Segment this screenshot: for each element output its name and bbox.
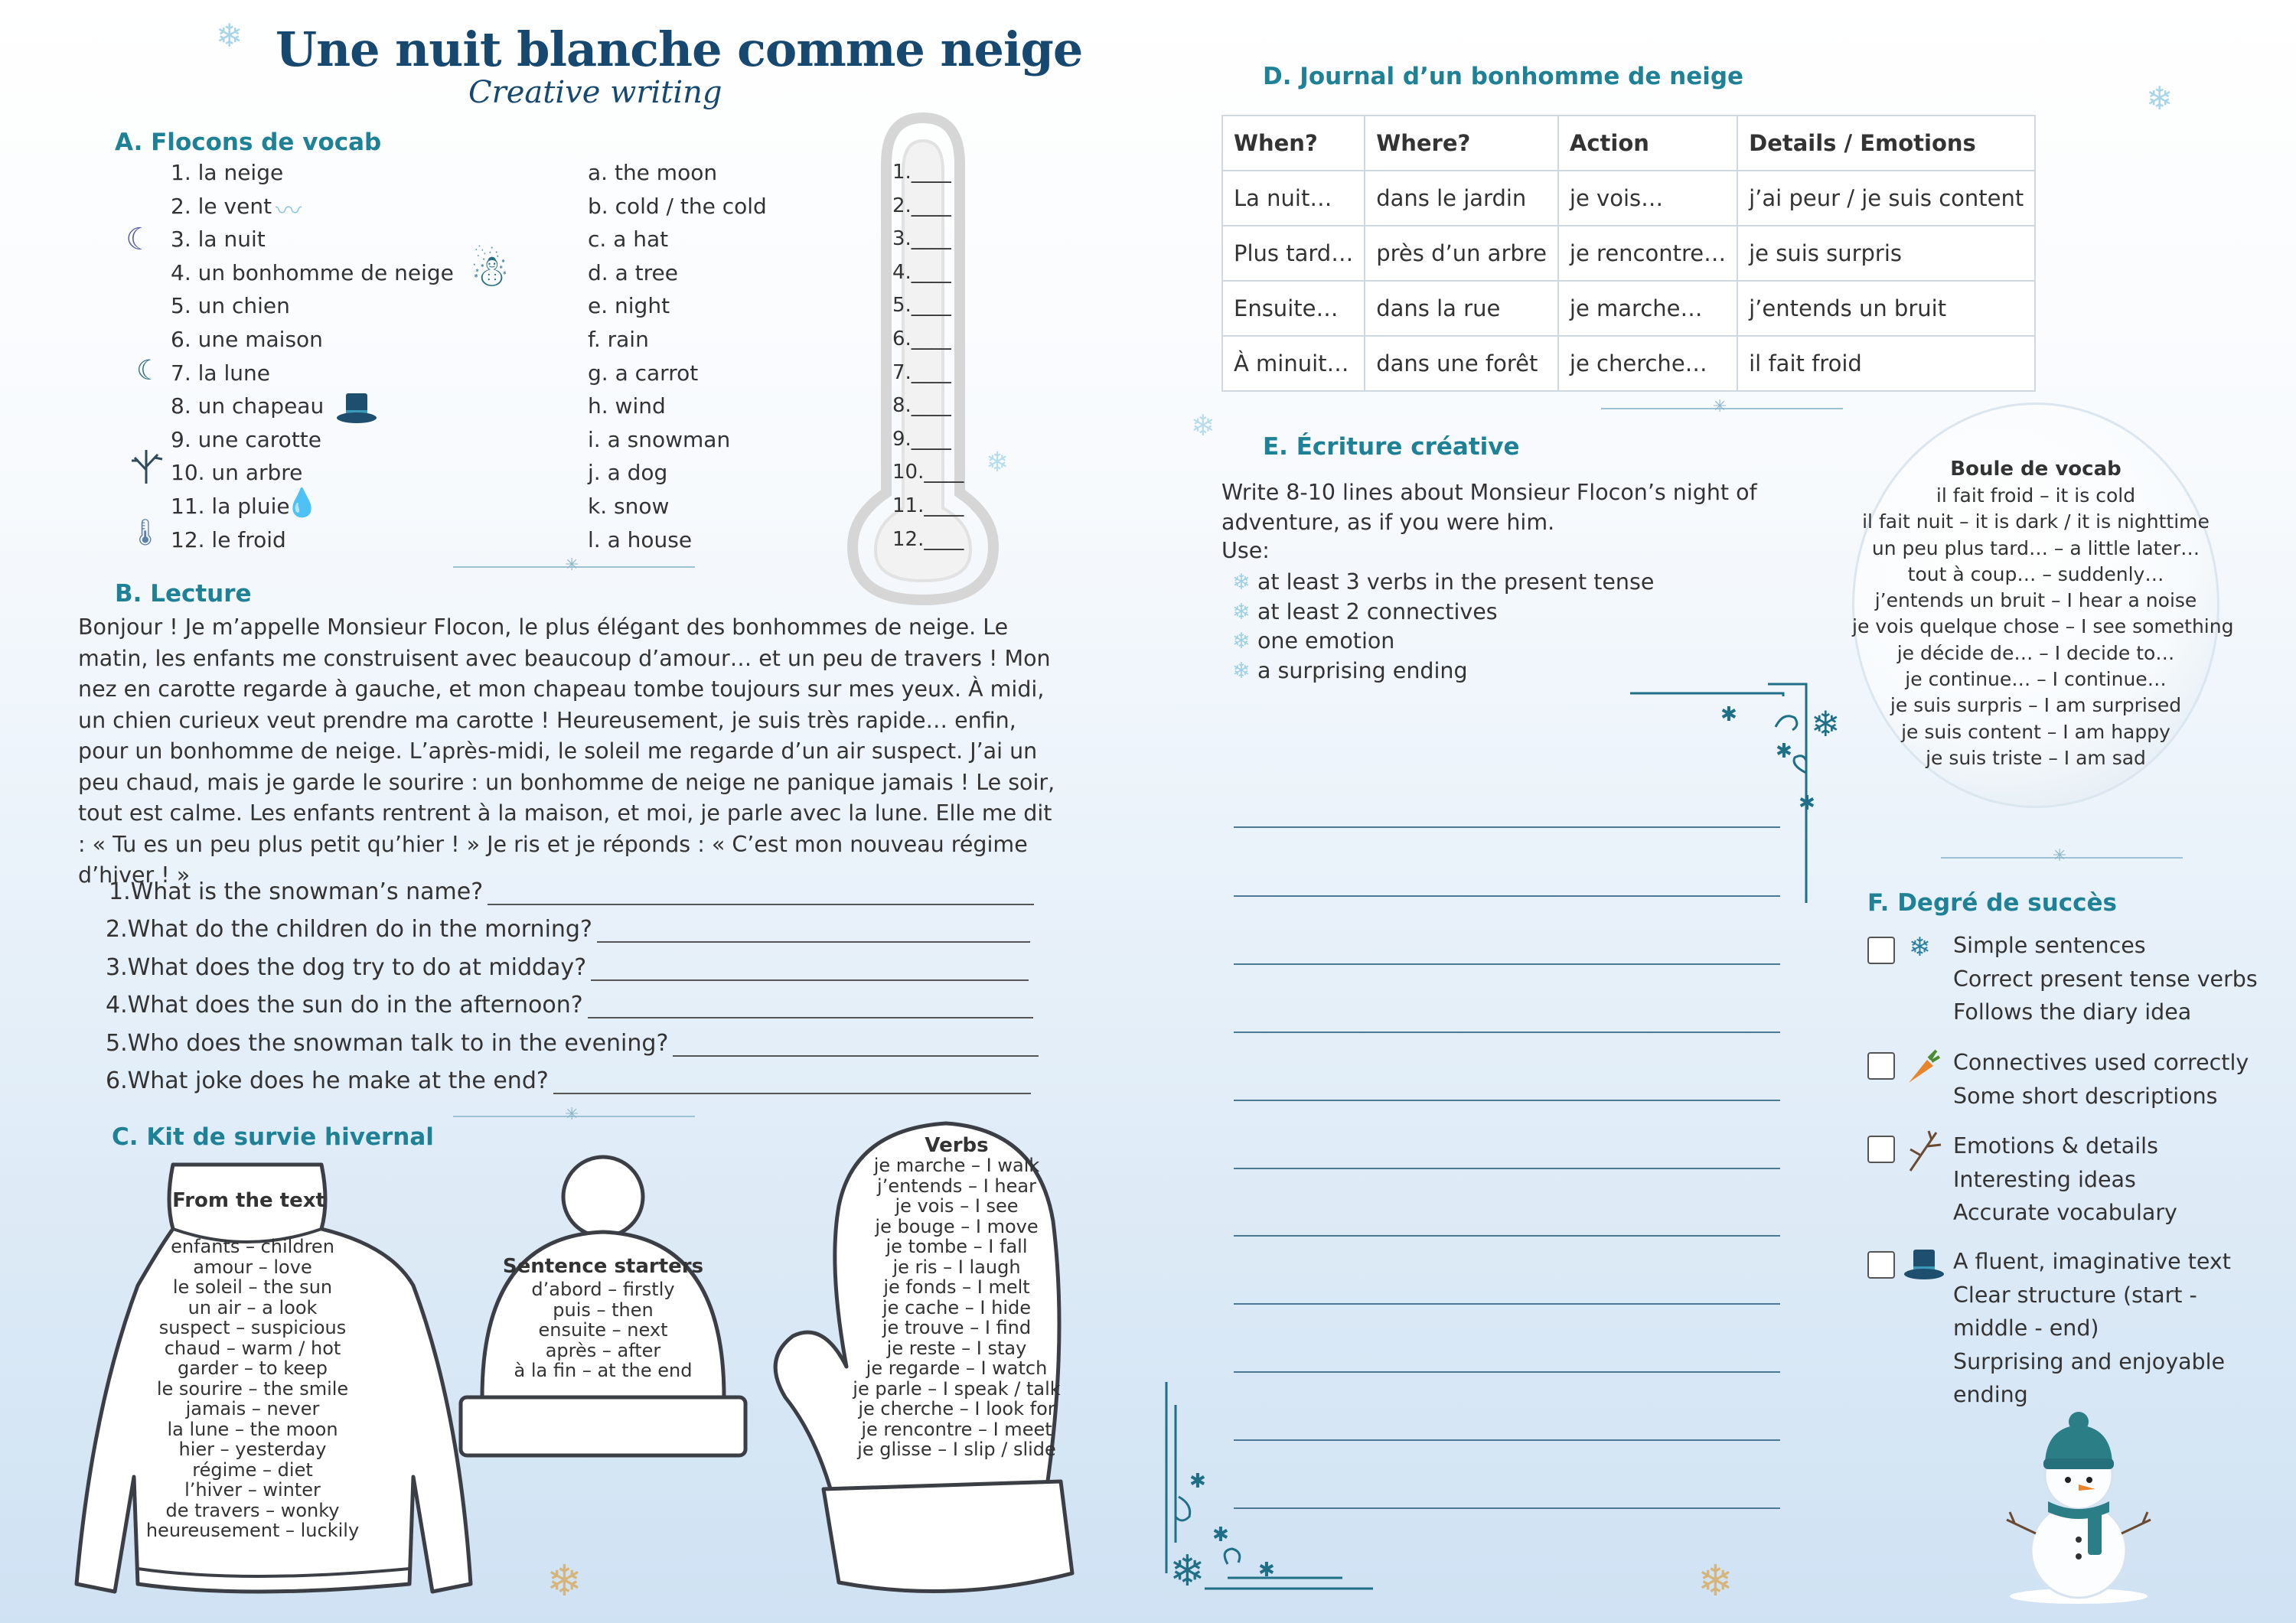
- writing-line[interactable]: [1234, 1031, 1780, 1033]
- list-item: je fonds – I melt: [883, 1276, 1030, 1298]
- list-item: 10. un arbre: [171, 460, 303, 486]
- list-item: l. a house: [588, 526, 693, 552]
- column-header: When?: [1222, 116, 1365, 171]
- snowman-illustration: [2002, 1405, 2155, 1604]
- answer-line[interactable]: [591, 960, 1029, 981]
- list-item: 6. une maison: [171, 326, 323, 352]
- list-item: je tombe – I fall: [885, 1236, 1028, 1257]
- list-item: un air – a look: [188, 1296, 318, 1318]
- answer-blank[interactable]: 3.____: [892, 227, 951, 251]
- writing-line[interactable]: [1234, 1303, 1780, 1305]
- list-item: j’entends un bruit – I hear a noise: [1874, 589, 2197, 612]
- table-cell: Ensuite…: [1222, 281, 1365, 336]
- question-6: [106, 1067, 1031, 1094]
- list-item: j’entends – I hear: [877, 1175, 1036, 1197]
- answer-blank[interactable]: 1.____: [892, 161, 951, 184]
- table-row: [1222, 171, 2035, 226]
- list-item: 9. une carotte: [171, 426, 321, 452]
- list-item: je trouve – I find: [882, 1317, 1032, 1338]
- snowflake-icon: ❄: [2146, 80, 2174, 117]
- snowflake-icon: ❄: [1232, 598, 1257, 624]
- globe-vocab: [1852, 483, 2234, 771]
- moon-cloud-icon: ☾: [126, 222, 153, 257]
- list-item: l’hiver – winter: [184, 1479, 321, 1501]
- list-item: 5. un chien: [171, 293, 290, 319]
- list-item: je suis content – I am happy: [1901, 720, 2170, 743]
- list-item: b. cold / the cold: [588, 193, 767, 219]
- top-hat-icon: [1903, 1248, 1945, 1282]
- list-item: je vois – I see: [895, 1195, 1019, 1217]
- answer-blank[interactable]: 9.____: [892, 427, 951, 451]
- snowflake-icon: ✳: [565, 556, 579, 575]
- criterion-text: Simple sentences Correct present tense verbs Follows the diary idea: [1953, 933, 2258, 1025]
- question-text: 2.What do the children do in the morning?: [106, 916, 592, 943]
- list-item: je marche – I walk: [873, 1155, 1040, 1176]
- table-cell: je cherche…: [1558, 336, 1737, 391]
- answer-column: [892, 156, 964, 556]
- list-item: le soleil – the sun: [172, 1276, 333, 1298]
- answer-blank[interactable]: 8.____: [892, 394, 951, 418]
- list-item: 4. un bonhomme de neige: [171, 259, 454, 285]
- mitten-vocab: [834, 1155, 1079, 1460]
- answer-blank[interactable]: 5.____: [892, 294, 951, 318]
- list-item: a. the moon: [588, 160, 718, 185]
- gold-snowflake-icon: ❄: [1698, 1556, 1733, 1606]
- list-item: ensuite – next: [538, 1319, 668, 1341]
- svg-text:✱: ✱: [1720, 703, 1737, 726]
- svg-text:✱: ✱: [1258, 1559, 1275, 1582]
- question-3: [106, 954, 1029, 981]
- checkbox[interactable]: [1867, 1052, 1895, 1080]
- list-item: je continue… – I continue…: [1905, 668, 2167, 691]
- question-text: 3.What does the dog try to do at midday?: [106, 954, 587, 981]
- column-header: Where?: [1365, 116, 1558, 171]
- writing-instructions: Write 8-10 lines about Monsieur Flocon’s night of adventure, as if you were him.: [1221, 480, 1757, 535]
- list-item: je décide de… – I decide to…: [1896, 641, 2175, 664]
- corner-flourish: [1159, 1374, 1388, 1596]
- mitten-heading: Verbs: [925, 1134, 989, 1157]
- list-item: après – after: [545, 1339, 661, 1361]
- table-cell: je rencontre…: [1558, 226, 1737, 281]
- list-item: jamais – never: [185, 1398, 320, 1419]
- top-hat-icon: [335, 392, 378, 429]
- snowflake-icon: ✳: [1713, 397, 1727, 416]
- list-item: garder – to keep: [177, 1357, 328, 1379]
- list-item: 8. un chapeau: [171, 393, 325, 419]
- tree-icon: [127, 447, 165, 488]
- criterion-text: A fluent, imaginative text Clear structure (start - middle - end) Surprising and enjoyable ending: [1953, 1249, 2231, 1407]
- list-item: g. a carrot: [588, 360, 699, 386]
- question-2: [106, 916, 1030, 943]
- sweater-vocab: [99, 1237, 406, 1541]
- section-b-title: B. Lecture: [115, 580, 252, 608]
- criterion-text: Emotions & details Interesting ideas Accurate vocabulary: [1953, 1133, 2177, 1225]
- criteria-bullets: [1232, 568, 1654, 686]
- table-cell: il fait froid: [1737, 336, 2035, 391]
- list-item: la lune – the moon: [167, 1418, 338, 1440]
- list-item: tout à coup… – suddenly…: [1907, 562, 2164, 585]
- answer-line[interactable]: [588, 997, 1033, 1018]
- list-item: e. night: [588, 293, 670, 319]
- list-item: il fait froid – it is cold: [1936, 484, 2136, 507]
- table-cell: dans une forêt: [1365, 336, 1558, 391]
- list-item: j. a dog: [588, 460, 668, 486]
- question-text: 4.What does the sun do in the afternoon?: [106, 992, 583, 1018]
- list-item: je cache – I hide: [882, 1296, 1031, 1318]
- table-cell: j’entends un bruit: [1737, 281, 2035, 336]
- page-subtitle: Creative writing: [468, 75, 722, 110]
- answer-blank[interactable]: 12.____: [892, 527, 964, 551]
- raindrop-icon: 💧: [285, 487, 319, 519]
- answer-blank[interactable]: 11.____: [892, 494, 964, 517]
- table-cell: Plus tard…: [1222, 226, 1365, 281]
- list-item: f. rain: [588, 326, 649, 352]
- question-text: 6.What joke does he make at the end?: [106, 1067, 549, 1094]
- list-item: je rencontre – I meet: [861, 1418, 1052, 1440]
- english-vocab-list: [588, 156, 767, 556]
- list-item: puis – then: [553, 1299, 654, 1321]
- snowflake-icon: ❄: [1909, 932, 1931, 963]
- section-f-title: F. Degré de succès: [1867, 889, 2117, 917]
- list-item: de travers – wonky: [165, 1499, 340, 1521]
- snowflake-icon: ✳: [2053, 846, 2067, 865]
- table-cell: dans la rue: [1365, 281, 1558, 336]
- list-item: 1. la neige: [171, 160, 284, 185]
- thermometer-icon: 🌡: [129, 517, 162, 548]
- table-cell: près d’un arbre: [1365, 226, 1558, 281]
- list-item: suspect – suspicious: [158, 1317, 347, 1338]
- list-item: à la fin – at the end: [514, 1360, 693, 1381]
- writing-line[interactable]: [1234, 1507, 1780, 1509]
- page-title: Une nuit blanche comme neige: [276, 21, 1083, 77]
- table-cell: j’ai peur / je suis content: [1737, 171, 2035, 226]
- sweater-heading: From the text: [172, 1189, 325, 1212]
- list-item: 7. la lune: [171, 360, 270, 386]
- table-cell: je suis surpris: [1737, 226, 2035, 281]
- list-item: un peu plus tard… – a little later…: [1871, 536, 2200, 559]
- checkbox[interactable]: [1867, 937, 1895, 964]
- list-item: heureusement – luckily: [145, 1520, 360, 1541]
- list-item: 3. la nuit: [171, 227, 266, 253]
- snowflake-icon: ❄: [1191, 409, 1215, 442]
- table-cell: À minuit…: [1222, 336, 1365, 391]
- table-header-row: [1222, 116, 2035, 171]
- list-item: amour – love: [193, 1256, 312, 1278]
- table-cell: La nuit…: [1222, 171, 1365, 226]
- svg-text:✱: ✱: [1776, 740, 1792, 763]
- list-item: je parle – I speak / talk: [853, 1377, 1061, 1400]
- list-item: je regarde – I watch: [866, 1357, 1048, 1379]
- list-item: k. snow: [588, 493, 670, 519]
- table-row: [1222, 281, 2035, 336]
- carrot-icon: [1904, 1048, 1942, 1086]
- section-c-title: C. Kit de survie hivernal: [112, 1123, 434, 1151]
- list-item: je ris – I laugh: [892, 1256, 1021, 1278]
- table-cell: dans le jardin: [1365, 171, 1558, 226]
- answer-blank[interactable]: 4.____: [892, 260, 951, 284]
- list-item: 2. le vent: [171, 193, 272, 219]
- list-item: chaud – warm / hot: [164, 1337, 341, 1359]
- snowflake-icon: ❄: [1232, 628, 1257, 653]
- svg-text:✱: ✱: [1212, 1524, 1229, 1546]
- writing-line[interactable]: [1234, 1100, 1780, 1101]
- hat-heading: Sentence starters: [502, 1255, 704, 1278]
- section-e-title: E. Écriture créative: [1263, 433, 1520, 461]
- answer-line[interactable]: [597, 921, 1030, 943]
- snowflake-icon: ❄: [1232, 657, 1257, 683]
- corner-flourish: [1623, 681, 1844, 911]
- table-cell: je vois…: [1558, 171, 1737, 226]
- snowflake-icon: ❄: [216, 17, 243, 54]
- snowman-icon: ☃: [470, 245, 510, 297]
- list-item: enfants – children: [171, 1236, 334, 1257]
- gold-snowflake-icon: ❄: [546, 1556, 582, 1606]
- list-item: ❄ at least 3 verbs in the present tense: [1232, 569, 1655, 595]
- question-4: [106, 992, 1033, 1018]
- answer-blank[interactable]: 10.____: [892, 461, 964, 484]
- twig-icon: [1906, 1129, 1944, 1172]
- answer-line[interactable]: [553, 1073, 1031, 1094]
- moon-icon: ☾: [136, 355, 161, 386]
- writing-line[interactable]: [1234, 1235, 1780, 1237]
- svg-text:❄: ❄: [1811, 703, 1841, 745]
- journal-table: [1221, 115, 2036, 392]
- snowflake-icon: ❄: [1232, 569, 1257, 595]
- writing-line[interactable]: [1234, 1371, 1780, 1373]
- table-cell: je marche…: [1558, 281, 1737, 336]
- list-item: hier – yesterday: [178, 1439, 327, 1460]
- list-item: je bouge – I move: [875, 1215, 1039, 1237]
- table-row: [1222, 336, 2035, 391]
- answer-blank[interactable]: 2.____: [892, 194, 951, 217]
- writing-line[interactable]: [1234, 1439, 1780, 1441]
- list-item: régime – diet: [192, 1458, 313, 1481]
- list-item: ❄ a surprising ending: [1232, 657, 1468, 683]
- checkbox[interactable]: [1867, 1251, 1895, 1279]
- column-header: Action: [1558, 116, 1737, 171]
- writing-line[interactable]: [1234, 963, 1780, 965]
- list-item: c. a hat: [588, 227, 669, 253]
- list-item: i. a snowman: [588, 426, 731, 452]
- svg-text:✱: ✱: [1799, 792, 1815, 815]
- checkbox[interactable]: [1867, 1136, 1895, 1163]
- question-text: 1.What is the snowman’s name?: [109, 878, 484, 905]
- list-item: 11. la pluie: [171, 493, 290, 519]
- globe-title: Boule de vocab: [1950, 458, 2122, 481]
- answer-blank[interactable]: 7.____: [892, 360, 951, 384]
- list-item: d. a tree: [588, 259, 678, 285]
- list-item: il fait nuit – it is dark / it is nighttime: [1862, 510, 2210, 533]
- list-item: ❄ one emotion: [1232, 628, 1395, 653]
- svg-text:❄: ❄: [1169, 1546, 1205, 1596]
- wind-icon: 〰: [276, 196, 302, 227]
- question-text: 5.Who does the snowman talk to in the evening?: [106, 1030, 669, 1057]
- list-item: je glisse – I slip / slide: [857, 1439, 1056, 1460]
- snowflake-icon: ❄: [986, 447, 1009, 478]
- list-item: je vois quelque chose – I see something: [1852, 615, 2234, 638]
- column-header: Details / Emotions: [1737, 116, 2035, 171]
- list-item: je reste – I stay: [886, 1337, 1027, 1359]
- hat-vocab: [490, 1279, 716, 1381]
- question-5: [106, 1030, 1039, 1057]
- writing-line[interactable]: [1234, 826, 1780, 828]
- svg-text:✱: ✱: [1189, 1470, 1206, 1493]
- section-a-title: A. Flocons de vocab: [115, 129, 382, 156]
- writing-line[interactable]: [1234, 895, 1780, 897]
- list-item: d’abord – firstly: [531, 1279, 675, 1300]
- section-d-title: D. Journal d’un bonhomme de neige: [1263, 63, 1744, 90]
- list-item: je suis triste – I am sad: [1926, 746, 2146, 769]
- list-item: je suis surpris – I am surprised: [1890, 694, 2182, 717]
- answer-line[interactable]: [488, 884, 1034, 905]
- list-item: le sourire – the smile: [156, 1377, 349, 1400]
- list-item: h. wind: [588, 393, 666, 419]
- reading-text: Bonjour ! Je m’appelle Monsieur Flocon, le plus élégant des bonhommes de neige. Le matin, les enfants me construisent avec beaucoup d’amour… et un peu de travers ! Mon nez en carotte regarde à gauche, et mon chapeau tombe toujours sur mes yeux. À midi, un chien curieux veut prendre ma carotte ! Heureusement, je suis très rapide… enfin, pour un bonhomme de neige. L’après-midi, le soleil me regarde d’un air suspect. J’ai un peu chaud, mais je garde le sourire : un bonhomme de neige ne panique jamais ! Le soir, tout est calme. Les enfants rentrent à la maison, et moi, je parle avec la lune. Elle me dit : « Tu es un peu plus petit qu’hier ! » Je ris et je réponds : « C’est mon nouveau régime d’hiver ! »: [78, 614, 1055, 888]
- snowflake-icon: ✳: [565, 1105, 579, 1124]
- criterion-text: Connectives used correctly Some short descriptions: [1953, 1050, 2249, 1109]
- list-item: ❄ at least 2 connectives: [1232, 598, 1498, 624]
- writing-line[interactable]: [1234, 1168, 1780, 1169]
- list-item: je cherche – I look for: [858, 1398, 1055, 1419]
- use-label: Use:: [1221, 538, 1270, 563]
- table-row: [1222, 226, 2035, 281]
- list-item: 12. le froid: [171, 526, 286, 552]
- question-1: [109, 878, 1034, 905]
- answer-line[interactable]: [673, 1035, 1039, 1057]
- answer-blank[interactable]: 6.____: [892, 327, 951, 350]
